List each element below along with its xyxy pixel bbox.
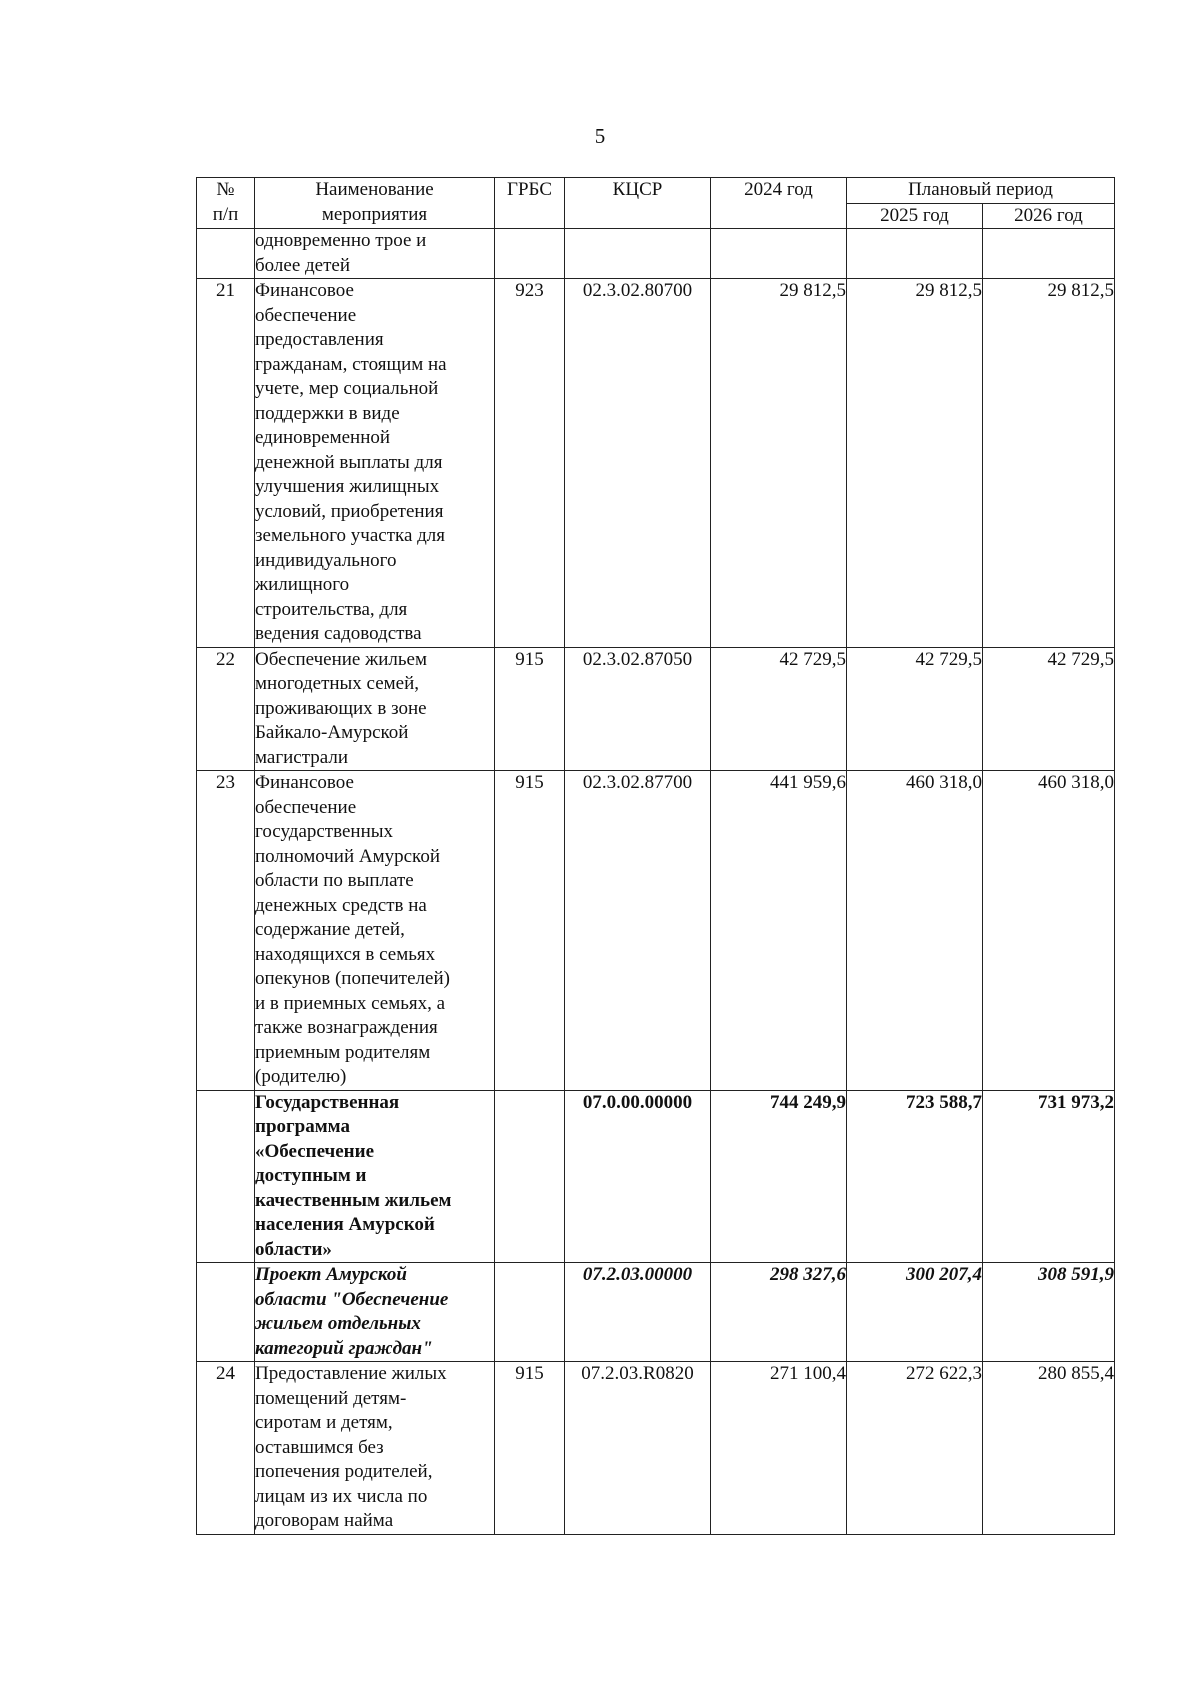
cell-name [255, 1090, 495, 1263]
cell-2025: 272 622,3 [847, 1362, 983, 1535]
cell-2026: 308 591,9 [983, 1263, 1115, 1362]
header-2026: 2026 год [983, 203, 1115, 229]
header-num: № п/п [197, 178, 255, 229]
cell-name-line: оставшимся без [255, 1436, 384, 1458]
cell-name-line: области по выплате [255, 870, 414, 891]
cell-name-line: приемным родителям [255, 1041, 431, 1063]
cell-2024: 271 100,4 [711, 1362, 847, 1535]
cell-2024 [711, 229, 847, 279]
cell-name-line: гражданам, стоящим на [255, 353, 447, 375]
cell-name-line: также вознаграждения [255, 1017, 438, 1038]
cell-name-line: жильем отдельных [255, 1313, 421, 1334]
header-2025: 2025 год [847, 203, 983, 229]
cell-2025: 29 812,5 [847, 279, 983, 648]
cell-name-line: опекунов (попечителей) [255, 968, 450, 989]
cell-name-line: индивидуального [255, 549, 397, 571]
cell-num [197, 1090, 255, 1263]
cell-num [197, 1263, 255, 1362]
cell-name [255, 229, 495, 279]
cell-name-line: учете, мер социальной [255, 378, 439, 399]
cell-name-line: обеспечение [255, 304, 357, 326]
cell-num: 23 [197, 771, 255, 1091]
cell-2026: 460 318,0 [983, 771, 1115, 1091]
cell-2026: 731 973,2 [983, 1090, 1115, 1263]
cell-name-line: строительства, для [255, 598, 408, 620]
cell-name-line: населения Амурской [255, 1214, 435, 1235]
cell-2024: 29 812,5 [711, 279, 847, 648]
cell-name [255, 647, 495, 771]
cell-kcsr [565, 229, 711, 279]
table-header [197, 178, 1115, 229]
cell-name-line: содержание детей, [255, 919, 405, 940]
cell-name-line: области "Обеспечение [255, 1288, 449, 1310]
cell-name-line: Финансовое [255, 772, 354, 793]
header-planned-period: Плановый период [847, 178, 1115, 204]
cell-name-line: программа [255, 1116, 350, 1137]
cell-name-line: области» [255, 1238, 332, 1260]
cell-name [255, 771, 495, 1091]
cell-grbs [495, 229, 565, 279]
cell-name-line: многодетных семей, [255, 673, 420, 694]
cell-name-line: единовременной [255, 427, 391, 448]
cell-name-line: (родителю) [255, 1066, 347, 1087]
table-row [197, 229, 1115, 279]
cell-name-line: проживающих в зоне [255, 697, 427, 719]
cell-num: 22 [197, 647, 255, 771]
cell-name-line: жилищного [255, 574, 350, 595]
cell-2025: 300 207,4 [847, 1263, 983, 1362]
cell-2026 [983, 229, 1115, 279]
cell-2024: 298 327,6 [711, 1263, 847, 1362]
cell-grbs [495, 1090, 565, 1263]
cell-name-line: Предоставление жилых [255, 1363, 447, 1384]
cell-grbs: 915 [495, 647, 565, 771]
header-kcsr: КЦСР [565, 178, 711, 229]
table-row [197, 1090, 1115, 1263]
cell-grbs: 923 [495, 279, 565, 648]
cell-2024: 42 729,5 [711, 647, 847, 771]
table-body [197, 229, 1115, 1535]
cell-name-line: сиротам и детям, [255, 1412, 393, 1433]
cell-grbs [495, 1263, 565, 1362]
cell-name-line: категорий граждан" [255, 1337, 433, 1359]
cell-kcsr: 02.3.02.87700 [565, 771, 711, 1091]
cell-name-line: ведения садоводства [255, 623, 422, 644]
cell-name-line: доступным и [255, 1165, 367, 1186]
table-row [197, 647, 1115, 771]
cell-grbs: 915 [495, 771, 565, 1091]
cell-name-line: находящихся в семьях [255, 943, 436, 965]
budget-table [196, 177, 1115, 1535]
cell-num: 24 [197, 1362, 255, 1535]
cell-2026: 280 855,4 [983, 1362, 1115, 1535]
table-row [197, 771, 1115, 1091]
cell-name-line: помещений детям- [255, 1387, 407, 1409]
cell-name-line: лицам из их числа по [255, 1485, 428, 1507]
cell-2026: 29 812,5 [983, 279, 1115, 648]
cell-name-line: попечения родителей, [255, 1461, 433, 1482]
table-row [197, 279, 1115, 648]
cell-kcsr: 07.2.03.R0820 [565, 1362, 711, 1535]
cell-name-line: полномочий Амурской [255, 845, 440, 867]
cell-2025: 723 588,7 [847, 1090, 983, 1263]
cell-2025: 42 729,5 [847, 647, 983, 771]
cell-name [255, 1263, 495, 1362]
cell-name-line: государственных [255, 821, 394, 842]
header-grbs: ГРБС [495, 178, 565, 229]
cell-name-line: денежной выплаты для [255, 451, 443, 473]
cell-num [197, 229, 255, 279]
cell-name-line: одновременно трое и [255, 230, 427, 251]
cell-name-line: Государственная [255, 1091, 400, 1113]
cell-2024: 744 249,9 [711, 1090, 847, 1263]
cell-2025 [847, 229, 983, 279]
header-2024: 2024 год [711, 178, 847, 229]
cell-name-line: земельного участка для [255, 525, 446, 546]
cell-2025: 460 318,0 [847, 771, 983, 1091]
cell-name-line: договорам найма [255, 1510, 394, 1531]
cell-name-line: улучшения жилищных [255, 476, 440, 497]
cell-name-line: магистрали [255, 746, 349, 768]
cell-name [255, 1362, 495, 1535]
cell-name-line: и в приемных семьях, а [255, 992, 446, 1014]
cell-name-line: Финансовое [255, 280, 354, 301]
cell-kcsr: 07.0.00.00000 [565, 1090, 711, 1263]
cell-name-line: Байкало-Амурской [255, 722, 409, 743]
cell-2026: 42 729,5 [983, 647, 1115, 771]
cell-name-line: качественным жильем [255, 1189, 452, 1211]
cell-num: 21 [197, 279, 255, 648]
cell-kcsr: 07.2.03.00000 [565, 1263, 711, 1362]
cell-name-line: Обеспечение жильем [255, 648, 428, 670]
cell-grbs: 915 [495, 1362, 565, 1535]
cell-name-line: обеспечение [255, 796, 357, 818]
header-name: Наименование мероприятия [255, 178, 495, 229]
page-number: 5 [594, 124, 606, 148]
cell-name [255, 279, 495, 648]
cell-name-line: денежных средств на [255, 894, 427, 916]
cell-name-line: условий, приобретения [255, 500, 444, 522]
cell-name-line: предоставления [255, 329, 384, 350]
table-row [197, 1263, 1115, 1362]
cell-name-line: более детей [255, 254, 351, 276]
cell-kcsr: 02.3.02.80700 [565, 279, 711, 648]
cell-name-line: Проект Амурской [255, 1264, 407, 1285]
cell-name-line: поддержки в виде [255, 402, 400, 424]
cell-kcsr: 02.3.02.87050 [565, 647, 711, 771]
cell-2024: 441 959,6 [711, 771, 847, 1091]
table-row [197, 1362, 1115, 1535]
cell-name-line: «Обеспечение [255, 1140, 375, 1162]
